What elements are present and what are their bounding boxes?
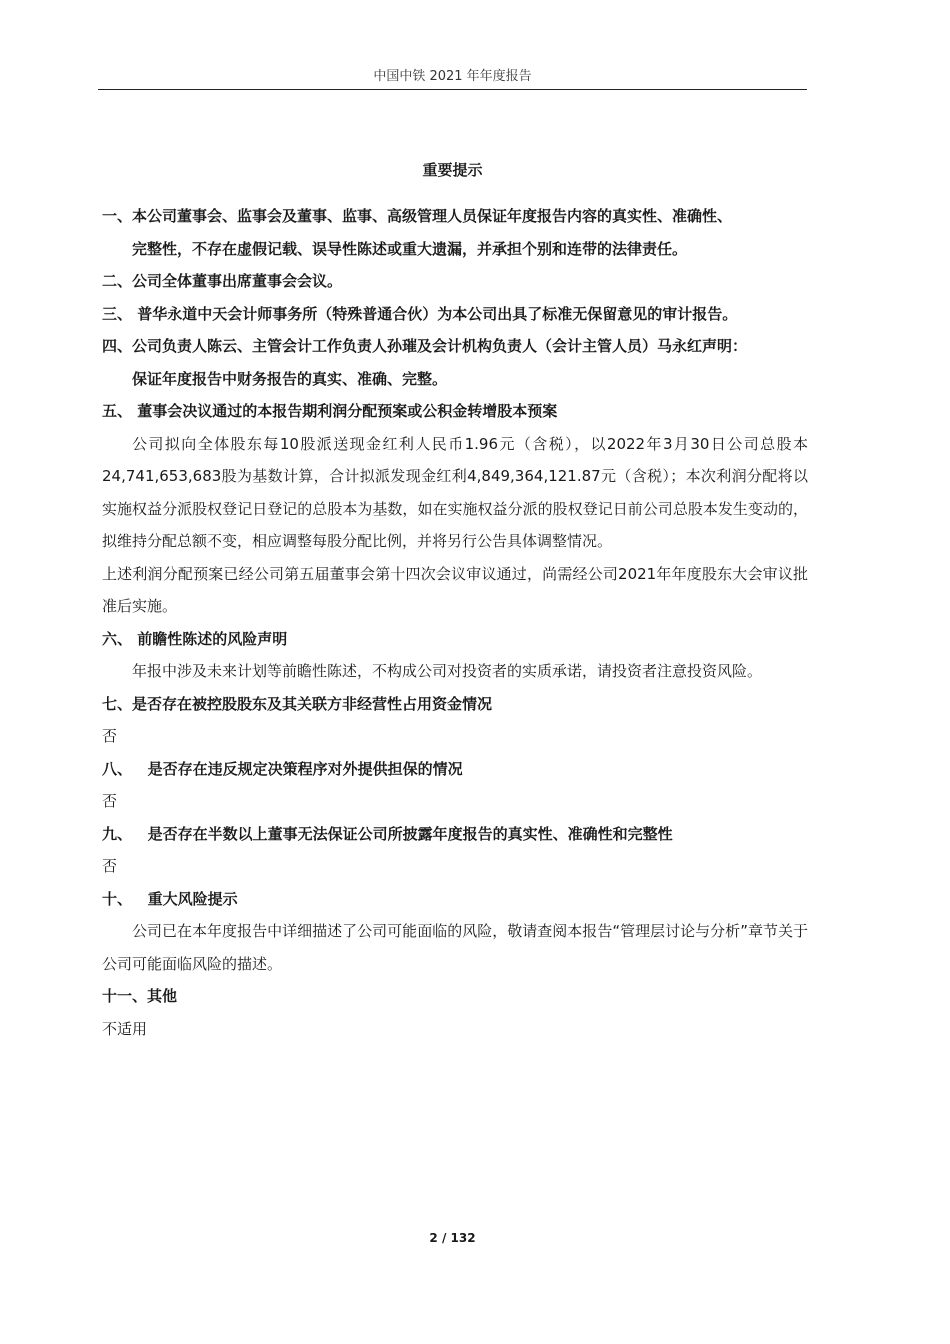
section-8-heading: 八、 是否存在违反规定决策程序对外提供担保的情况 [102,759,463,778]
section-5-body-continued: 上述利润分配预案已经公司第五届董事会第十四次会议审议通过，尚需经公司2021年年度股东大会审议批准后实施。 [102,564,808,615]
section-2: 二、公司全体董事出席董事会会议。 [102,272,343,290]
section-10-body: 公司已在本年度报告中详细描述了公司可能面临的风险，敬请查阅本报告“管理层讨论与分析”章节关于公司可能面临风险的描述。 [102,922,808,973]
page-number: 2 / 132 [429,1231,476,1245]
section-7-answer: 否 [102,727,118,745]
section-1-line-1: 一、本公司董事会、监事会及董事、监事、高级管理人员保证年度报告内容的真实性、准确性、 [102,207,733,225]
section-6-heading: 六、 前瞻性陈述的风险声明 [102,629,288,648]
section-5-heading: 五、 董事会决议通过的本报告期利润分配预案或公积金转增股本预案 [102,402,558,420]
page-title: 重要提示 [422,161,483,179]
header-divider [98,89,807,90]
section-9-answer: 否 [102,857,118,875]
section-3: 三、 普华永道中天会计师事务所（特殊普通合伙）为本公司出具了标准无保留意见的审计报告。 [102,304,738,323]
report-header: 中国中铁 2021 年年度报告 [373,69,532,84]
section-11-answer: 不适用 [102,1019,148,1038]
section-5-body: 公司拟向全体股东每10股派送现金红利人民币1.96元（含税），以2022年3月30日公司总股本24,741,653,683股为基数计算，合计拟派发现金红利4,849,364,121.87元（含税）；本次利润分配将以实施权益分派股权登记日登记的总股本为基数，如在实施权益分派的股权登记日前公司总股本发生变动的，拟维持分配总额不变，相应调整每股分配比例，并将另行公告具体调整情况。 [102,434,808,550]
section-11-heading: 十一、其他 [102,987,178,1005]
section-8-answer: 否 [102,792,118,810]
section-7-heading: 七、是否存在被控股股东及其关联方非经营性占用资金情况 [102,694,493,713]
section-4-line-2: 保证年度报告中财务报告的真实、准确、完整。 [132,369,448,388]
notice-body [102,200,808,1045]
section-9-heading: 九、 是否存在半数以上董事无法保证公司所披露年度报告的真实性、准确性和完整性 [102,824,673,843]
section-4-line-1: 四、公司负责人陈云、主管会计工作负责人孙璀及会计机构负责人（会计主管人员）马永红声明： [102,337,748,355]
section-6-body: 年报中涉及未来计划等前瞻性陈述，不构成公司对投资者的实质承诺，请投资者注意投资风险。 [132,662,763,680]
section-10-heading: 十、 重大风险提示 [102,889,238,908]
section-1-line-2: 完整性，不存在虚假记载、误导性陈述或重大遗漏，并承担个别和连带的法律责任。 [132,239,688,258]
